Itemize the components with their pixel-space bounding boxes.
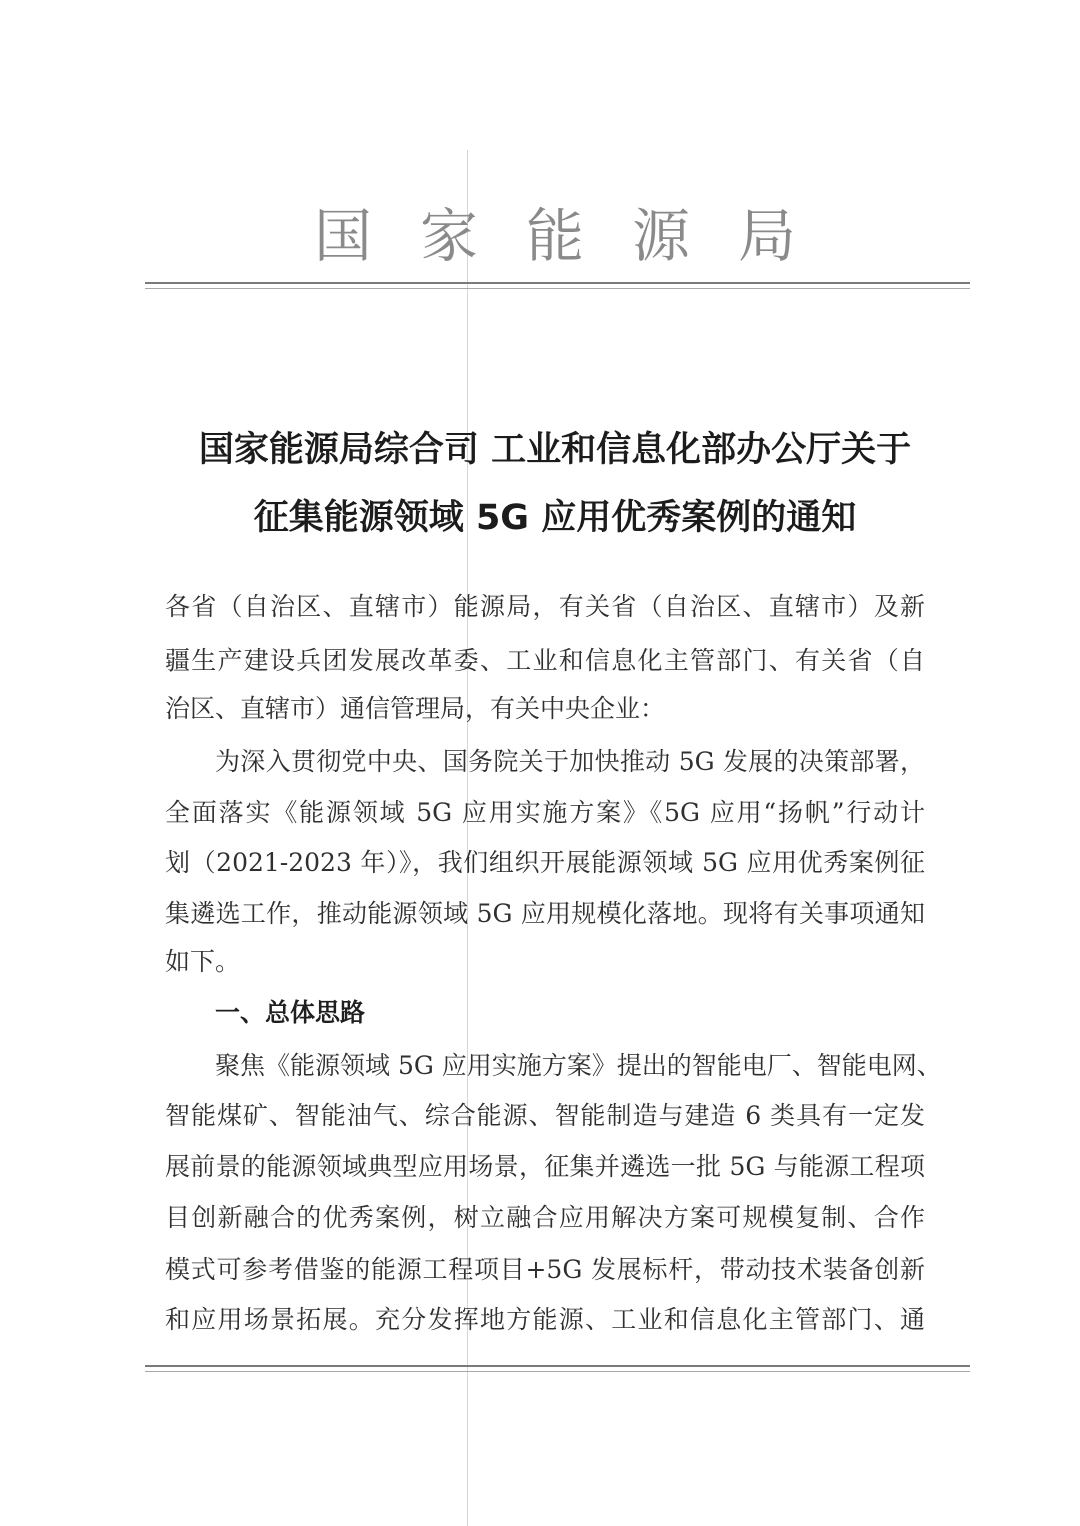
addressee-line: 治区、直辖市）通信管理局，有关中央企业： bbox=[165, 694, 666, 723]
document-title-line-2: 征集能源领域 5G 应用优秀案例的通知 bbox=[253, 498, 857, 538]
document-title-line-1: 国家能源局综合司 工业和信息化部办公厅关于 bbox=[198, 430, 912, 470]
intro-line: 划（2021-2023 年）》，我们组织开展能源领域 5G 应用优秀案例征 bbox=[165, 848, 925, 877]
intro-line: 集遴选工作，推动能源领域 5G 应用规模化落地。现将有关事项通知 bbox=[165, 899, 925, 928]
letterhead-rule bbox=[145, 282, 970, 289]
section-body-line: 展前景的能源领域典型应用场景，征集并遴选一批 5G 与能源工程项 bbox=[165, 1152, 925, 1181]
section-body-line: 和应用场景拓展。充分发挥地方能源、工业和信息化主管部门、通 bbox=[165, 1305, 925, 1334]
section-heading: 一、总体思路 bbox=[215, 998, 366, 1027]
intro-line: 如下。 bbox=[165, 947, 241, 976]
addressee-line: 疆生产建设兵团发展改革委、工业和信息化主管部门、有关省（自 bbox=[165, 646, 925, 675]
intro-line: 全面落实《能源领域 5G 应用实施方案》《5G 应用“扬帆”行动计 bbox=[165, 798, 925, 827]
section-body-line: 聚焦《能源领域 5G 应用实施方案》提出的智能电厂、智能电网、 bbox=[215, 1051, 942, 1080]
intro-line: 为深入贯彻党中央、国务院关于加快推动 5G 发展的决策部署， bbox=[215, 747, 925, 776]
section-body-line: 模式可参考借鉴的能源工程项目+5G 发展标杆，带动技术装备创新 bbox=[165, 1255, 925, 1284]
footer-rule bbox=[145, 1365, 970, 1372]
section-body-line: 智能煤矿、智能油气、综合能源、智能制造与建造 6 类具有一定发 bbox=[165, 1101, 925, 1130]
section-body-line: 目创新融合的优秀案例，树立融合应用解决方案可规模复制、合作 bbox=[165, 1203, 925, 1232]
addressee-line: 各省（自治区、直辖市）能源局，有关省（自治区、直辖市）及新 bbox=[165, 592, 925, 621]
letterhead-org-name: 国家能源局 bbox=[313, 202, 844, 270]
